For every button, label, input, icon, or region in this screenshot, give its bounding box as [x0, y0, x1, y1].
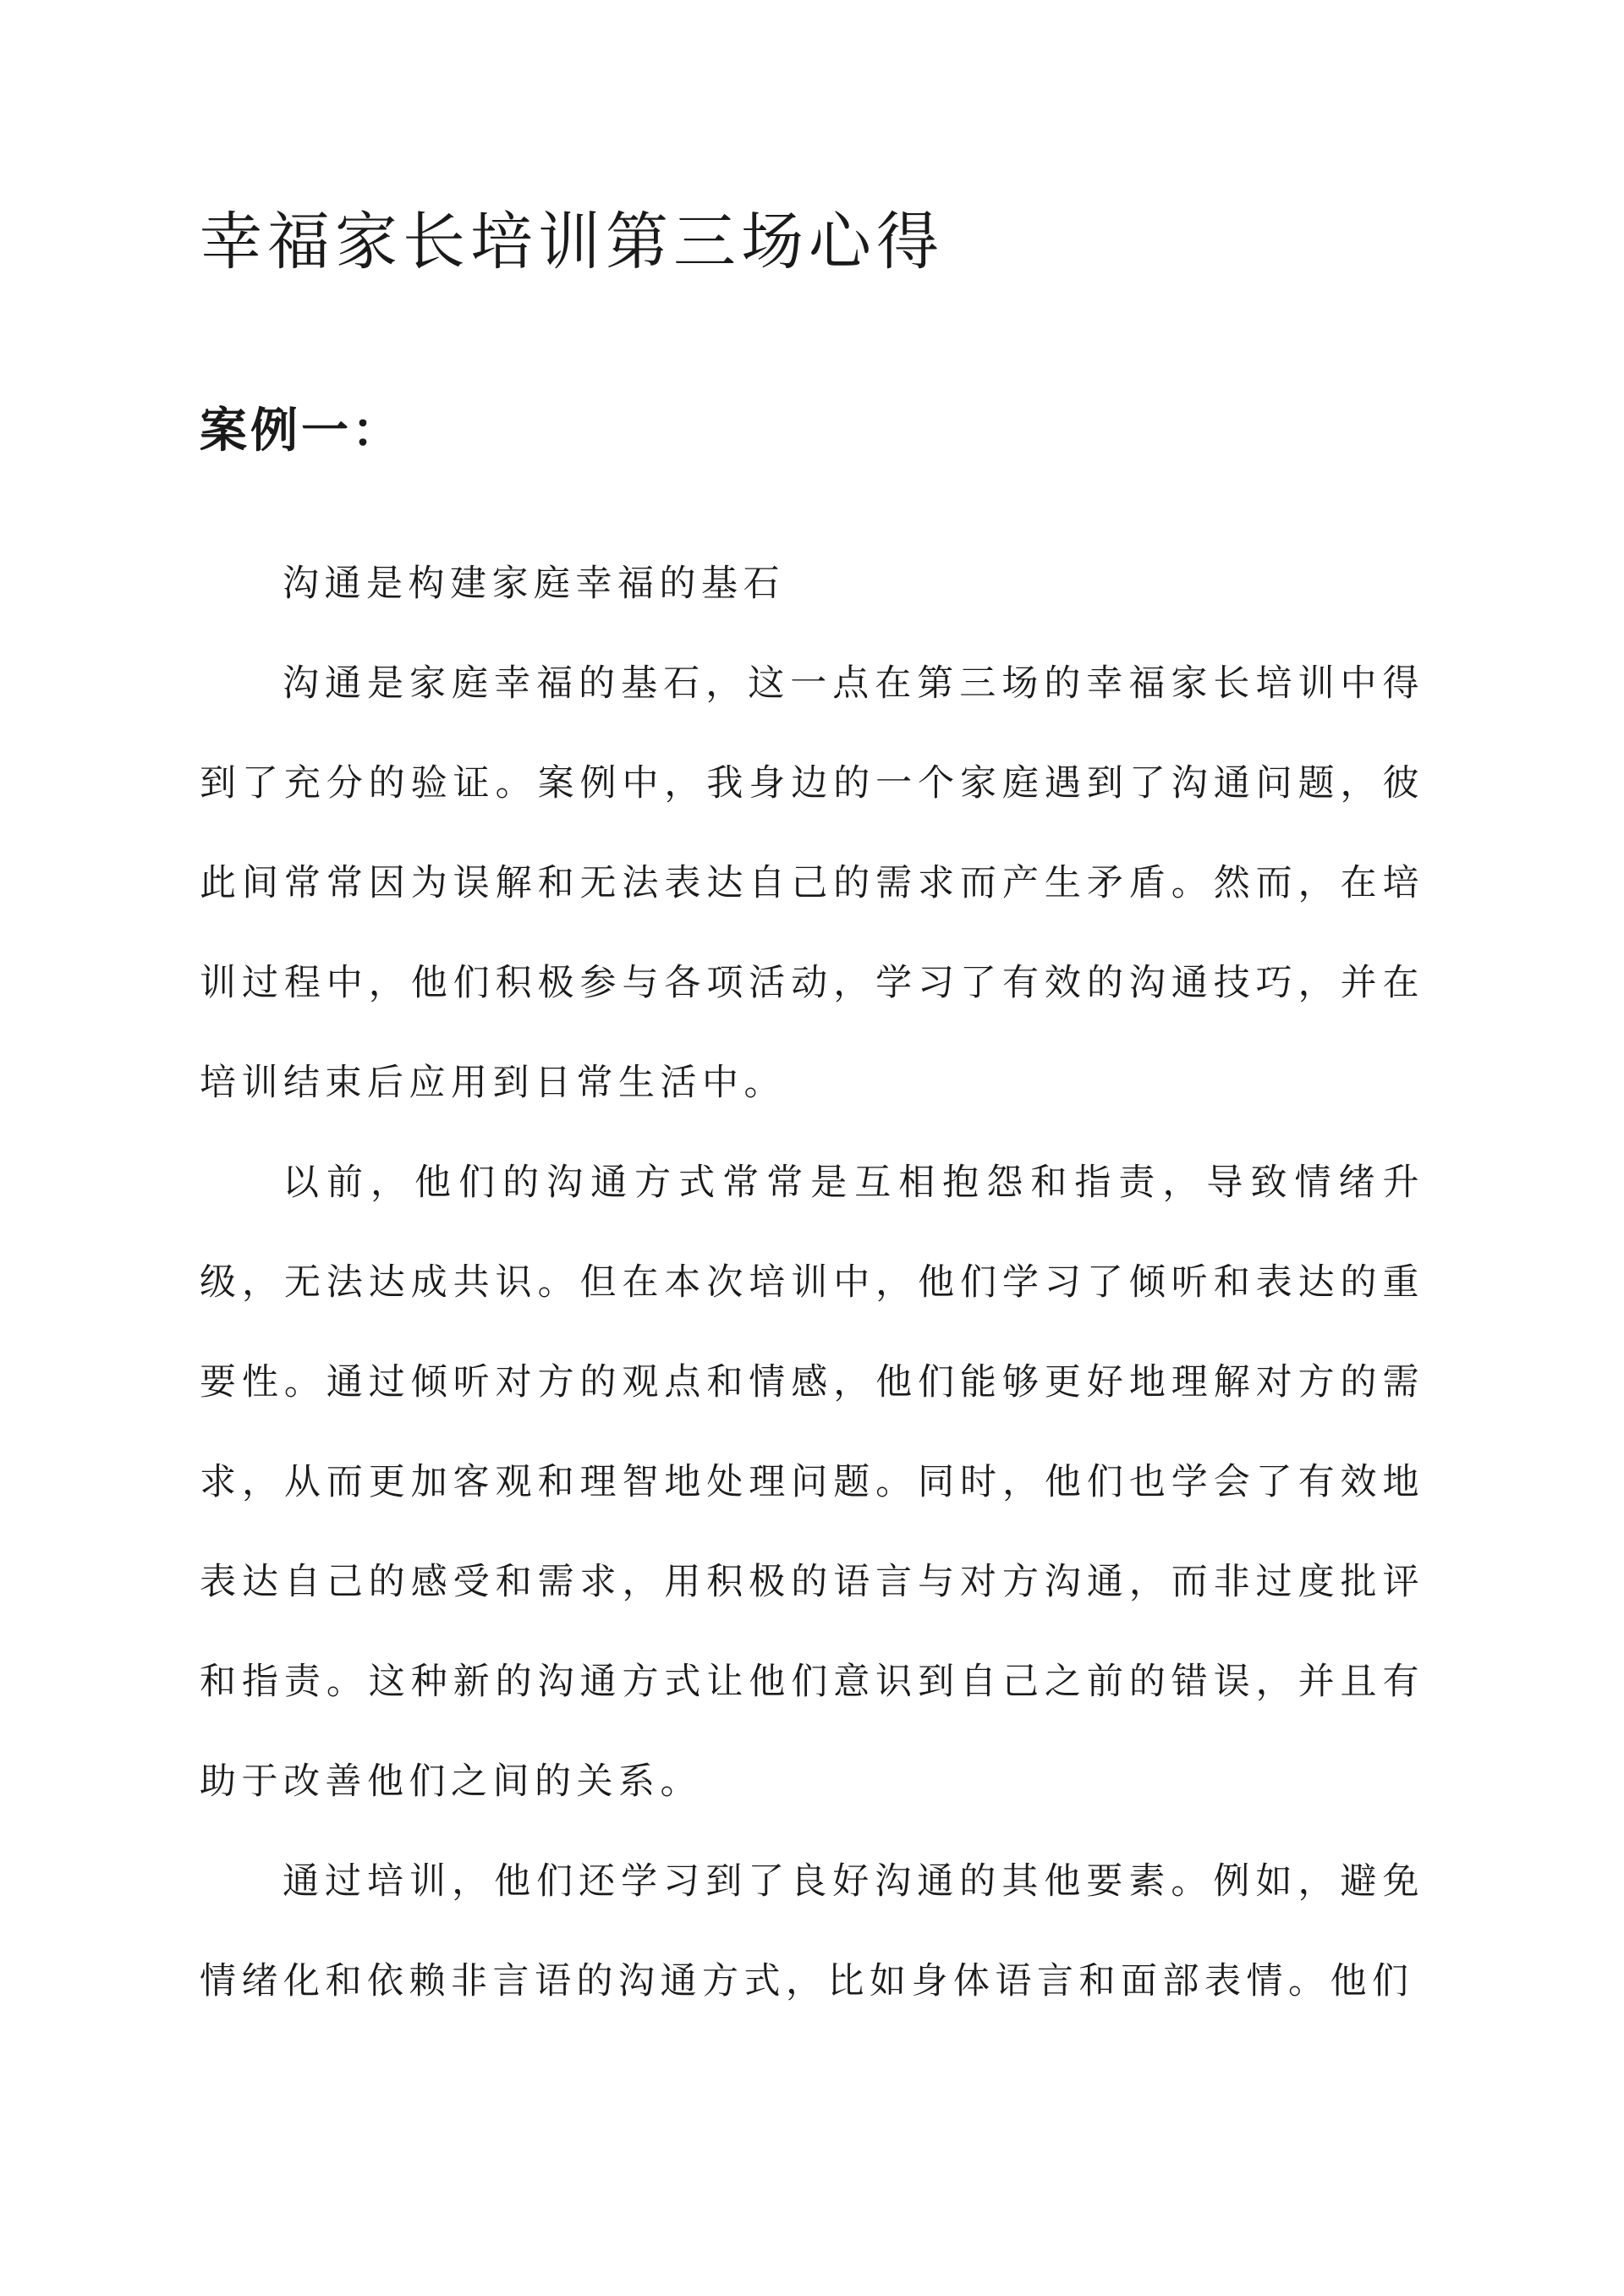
paragraph-subtitle: 沟通是构建家庭幸福的基石 [283, 563, 785, 605]
document-body [200, 534, 1424, 2031]
document-title: 幸福家长培训第三场心得 [200, 206, 944, 278]
paragraph: 通过培训，他们还学习到了良好沟通的其他要素。例如，避免情绪化和依赖非言语的沟通方式，比如身体语言和面部表情。他们 [200, 1860, 1424, 2002]
paragraph: 以前，他们的沟通方式常常是互相抱怨和指责，导致情绪升级，无法达成共识。但在本次培训中，他们学习了倾听和表达的重要性。通过倾听对方的观点和情感，他们能够更好地理解对方的需求，从而更加客观和理智地处理问题。同时，他们也学会了有效地表达自己的感受和需求，用积极的语言与对方沟通，而非过度批评和指责。这种新的沟通方式让他们意识到自己之前的错误，并且有助于改善他们之间的关系。 [200, 1162, 1424, 1803]
section-heading: 案例一： [200, 404, 403, 459]
paragraph: 沟通是家庭幸福的基石，这一点在第三场的幸福家长培训中得到了充分的验证。案例中，我身边的一个家庭遇到了沟通问题，彼此间常常因为误解和无法表达自己的需求而产生矛盾。然而，在培训过程中，他们积极参与各项活动，学习了有效的沟通技巧，并在培训结束后应用到日常生活中。 [200, 662, 1424, 1104]
